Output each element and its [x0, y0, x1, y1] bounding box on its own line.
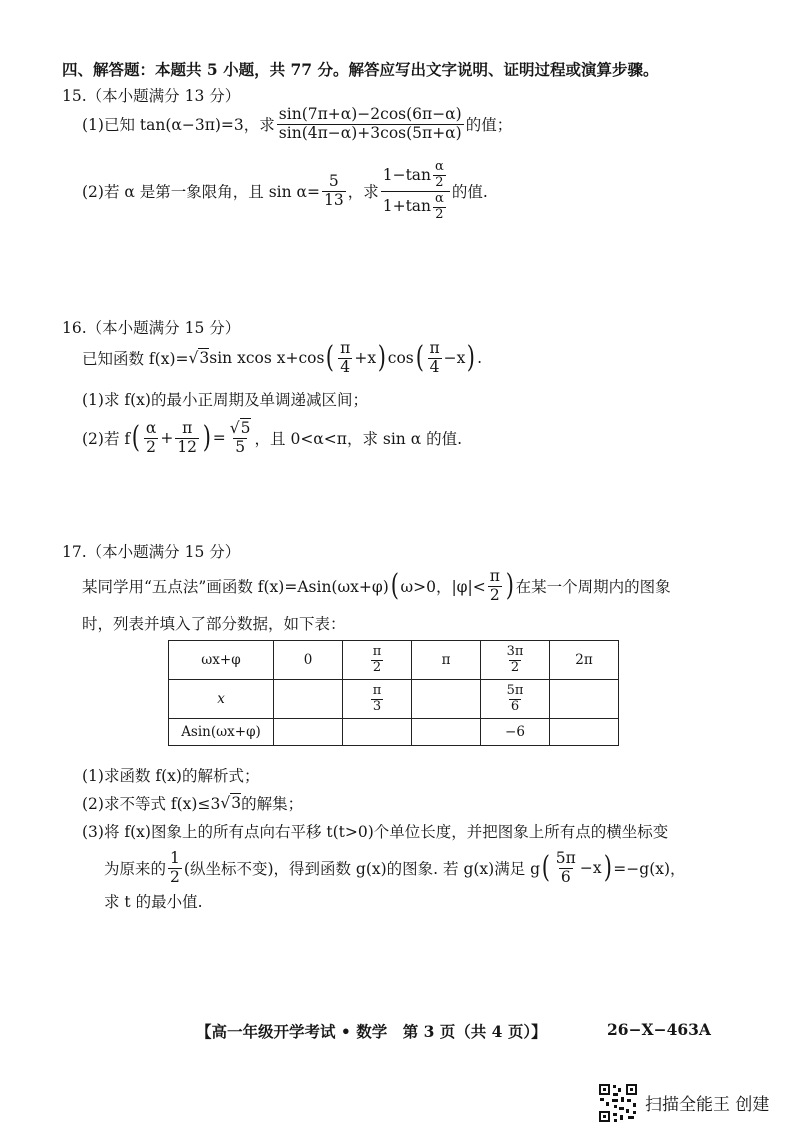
q17-part3-line3: 求 t 的最小值. [104, 893, 203, 911]
q16-paren-close-1: ) [377, 340, 387, 376]
q16-p2-b-den: 12 [177, 437, 198, 456]
table-cell [274, 680, 343, 719]
q16-p2-v-radicand: 5 [240, 419, 251, 437]
q17-p3-paren-open: ( [541, 850, 551, 886]
q17-p3-5pi-6 [554, 850, 578, 887]
q17-p3-half-den: 2 [170, 867, 180, 886]
q15-p1-denominator: sin(4π−α)+3cos(5π+α) [278, 123, 462, 142]
footer-code: 26−X−463A [607, 1020, 711, 1039]
q17-cond: ω>0，|φ|< [400, 578, 486, 597]
q16-pi4b-den: 4 [429, 357, 440, 376]
table-frac-den: 2 [372, 659, 382, 675]
section-title: 四、解答题：本题共 5 小题，共 77 分。解答应写出文字说明、证明过程或演算步骤。 [62, 60, 659, 79]
q15-p1-numerator: sin(7π+α)−2cos(6π−α) [278, 105, 462, 123]
table-header-x: x [169, 680, 274, 719]
table-cell [343, 719, 412, 746]
q15-part1 [82, 106, 512, 143]
q16-pi4a-den: 4 [340, 357, 351, 376]
q17-part2 [82, 792, 303, 814]
q16-p2-prefix: (2)若 f [82, 430, 131, 449]
q17-p2-suffix: 的解集； [241, 795, 304, 813]
q16-pi-over-4-a [338, 340, 352, 377]
q16-stem-b: sin xcos x+cos [209, 349, 325, 368]
q15-p2-den-half [433, 192, 446, 223]
table-cell [550, 719, 619, 746]
q16-p2-a-den: 2 [146, 437, 157, 456]
q17-paren-close: ) [505, 568, 514, 604]
table-cell: 0 [274, 641, 343, 680]
q15-p2-num-half [433, 160, 446, 191]
table-cell [412, 719, 481, 746]
q16-p2-b-num: π [182, 419, 193, 437]
q16-pi-over-4-b [427, 340, 441, 377]
qr-code-icon [598, 1083, 638, 1123]
table-frac-num: 5π [506, 682, 524, 698]
q17-cond-num: π [489, 567, 500, 585]
q17-p2-sqrt: √3 [220, 794, 242, 812]
q17-paren-open: ( [390, 568, 399, 604]
table-cell [412, 680, 481, 719]
table-cell [274, 719, 343, 746]
q16-stem-d: cos [387, 349, 414, 368]
q15-part2 [82, 160, 488, 223]
q16-p2-pi-12 [175, 420, 199, 457]
q16-p2-value [228, 420, 253, 457]
q15-p2-mid: ，求 [347, 183, 379, 202]
table-frac [371, 684, 384, 715]
table-cell [481, 680, 550, 719]
table-cell: −6 [481, 719, 550, 746]
q17-part1: (1)求函数 f(x)的解析式； [82, 767, 260, 785]
q17-p3-paren-close: ) [603, 850, 612, 886]
q15-p2-num-half-num: α [435, 159, 444, 174]
q16-stem-c: +x [354, 349, 377, 368]
q16-stem [82, 340, 482, 377]
q15-p2-den-half-den: 2 [435, 206, 444, 222]
q15-p2-sin-value [322, 173, 346, 210]
q15-p2-denominator [381, 191, 450, 223]
table-frac-den: 6 [510, 698, 520, 714]
q16-p2-eq: = [212, 429, 226, 448]
table-header-value: Asin(ωx+φ) [169, 719, 274, 746]
q16-stem-e: −x [443, 349, 466, 368]
table-cell: 2π [550, 641, 619, 680]
table-frac [505, 684, 526, 715]
q16-sqrt: √3 [188, 349, 210, 368]
scanner-watermark: 扫描全能王 创建 [645, 1095, 770, 1115]
q17-stem-b: 在某一个周期内的图象 [515, 578, 671, 597]
q16-pi4a-num: π [340, 339, 351, 357]
q16-pi4b-num: π [429, 339, 440, 357]
table-header-phase: ωx+φ [169, 641, 274, 680]
five-point-table [168, 640, 619, 746]
table-frac-den: 2 [510, 659, 520, 675]
q16-p2-suffix: ，且 0<α<π，求 sin α 的值. [254, 430, 463, 449]
q17-p3-half-num: 1 [170, 849, 180, 867]
q15-p2-num-text: 1−tan [382, 165, 432, 184]
table-frac-num: 3π [506, 643, 524, 659]
table-row [169, 719, 619, 746]
q16-part1: (1)求 f(x)的最小正周期及单调递减区间； [82, 391, 368, 409]
q16-stem-a: 已知函数 f(x)= [82, 350, 189, 369]
q17-header: 17.（本小题满分 15 分） [62, 543, 241, 561]
q16-stem-end: . [477, 349, 483, 368]
q16-p2-paren-close: ) [202, 420, 212, 456]
q16-header: 16.（本小题满分 15 分） [62, 319, 241, 337]
q16-paren-open-1: ( [326, 340, 335, 376]
q16-p2-a-num: α [145, 419, 157, 437]
table-frac [371, 645, 384, 676]
q17-stem [82, 568, 671, 605]
q17-p2-sqrt-radicand: 3 [231, 794, 242, 812]
table-frac-num: π [372, 643, 382, 659]
q15-p2-numerator [381, 160, 450, 191]
table-cell: π [412, 641, 481, 680]
q16-paren-open-2: ( [415, 340, 424, 376]
footer-title: 【高一年级开学考试 • 数学 第 3 页（共 4 页）】 [196, 1022, 547, 1041]
q17-p3-half [168, 850, 182, 887]
q17-p3-g-den: 6 [560, 867, 571, 886]
q16-sqrt-radicand: 3 [199, 349, 210, 368]
q16-part2 [82, 420, 462, 457]
q16-p2-paren-open: ( [131, 420, 141, 456]
q15-p2-sin-den: 13 [323, 190, 344, 209]
q17-p3-l2-b: (纵坐标不变)，得到函数 g(x)的图象. 若 g(x)满足 g [183, 860, 541, 879]
q16-p2-v-num: √5 [229, 419, 251, 437]
q17-stem-a: 某同学用“五点法”画函数 f(x)=Asin(ωx+φ) [82, 578, 389, 597]
q17-p3-l2-c: −x [579, 859, 602, 878]
q16-paren-close-2: ) [467, 340, 476, 376]
table-frac-den: 3 [372, 698, 382, 714]
q15-p2-num-half-den: 2 [435, 174, 444, 190]
q17-stem-line2: 时，列表并填入了部分数据，如下表： [82, 615, 346, 633]
q15-p2-den-half-num: α [435, 190, 444, 206]
q16-p2-plus: + [160, 429, 174, 448]
table-frac [505, 645, 526, 676]
q15-p1-suffix: 的值； [465, 116, 513, 135]
q17-p2-prefix: (2)求不等式 f(x)≤3 [82, 795, 221, 813]
table-frac-num: π [372, 682, 382, 698]
q17-cond-den: 2 [489, 585, 500, 604]
table-row [169, 680, 619, 719]
q17-p3-l2-a: 为原来的 [104, 860, 167, 879]
q17-p3-l2-d: =−g(x)， [613, 860, 686, 879]
table-cell [343, 641, 412, 680]
table-cell [343, 680, 412, 719]
table-cell [481, 641, 550, 680]
q15-p2-den-text: 1+tan [382, 197, 432, 216]
q17-p3-g-num: 5π [555, 849, 576, 867]
q15-p2-prefix: (2)若 α 是第一象限角，且 sin α= [82, 183, 320, 202]
q17-cond-fraction [488, 568, 502, 605]
q15-p2-sin-num: 5 [328, 172, 339, 191]
q15-p2-suffix: 的值. [451, 183, 488, 202]
q15-header: 15.（本小题满分 13 分） [62, 87, 241, 105]
table-cell [550, 680, 619, 719]
q17-part3-line1: (3)将 f(x)图象上的所有点向右平移 t(t>0)个单位长度，并把图象上所有点的横坐标变 [82, 823, 669, 841]
q17-part3-line2 [104, 850, 686, 887]
q15-p1-fraction [277, 106, 464, 143]
q15-p2-fraction [381, 160, 450, 223]
table-row [169, 641, 619, 680]
q16-p2-alpha-half [144, 420, 158, 457]
q15-p1-prefix: (1)已知 tan(α−3π)=3，求 [82, 116, 275, 135]
q16-p2-v-den: 5 [235, 437, 246, 456]
